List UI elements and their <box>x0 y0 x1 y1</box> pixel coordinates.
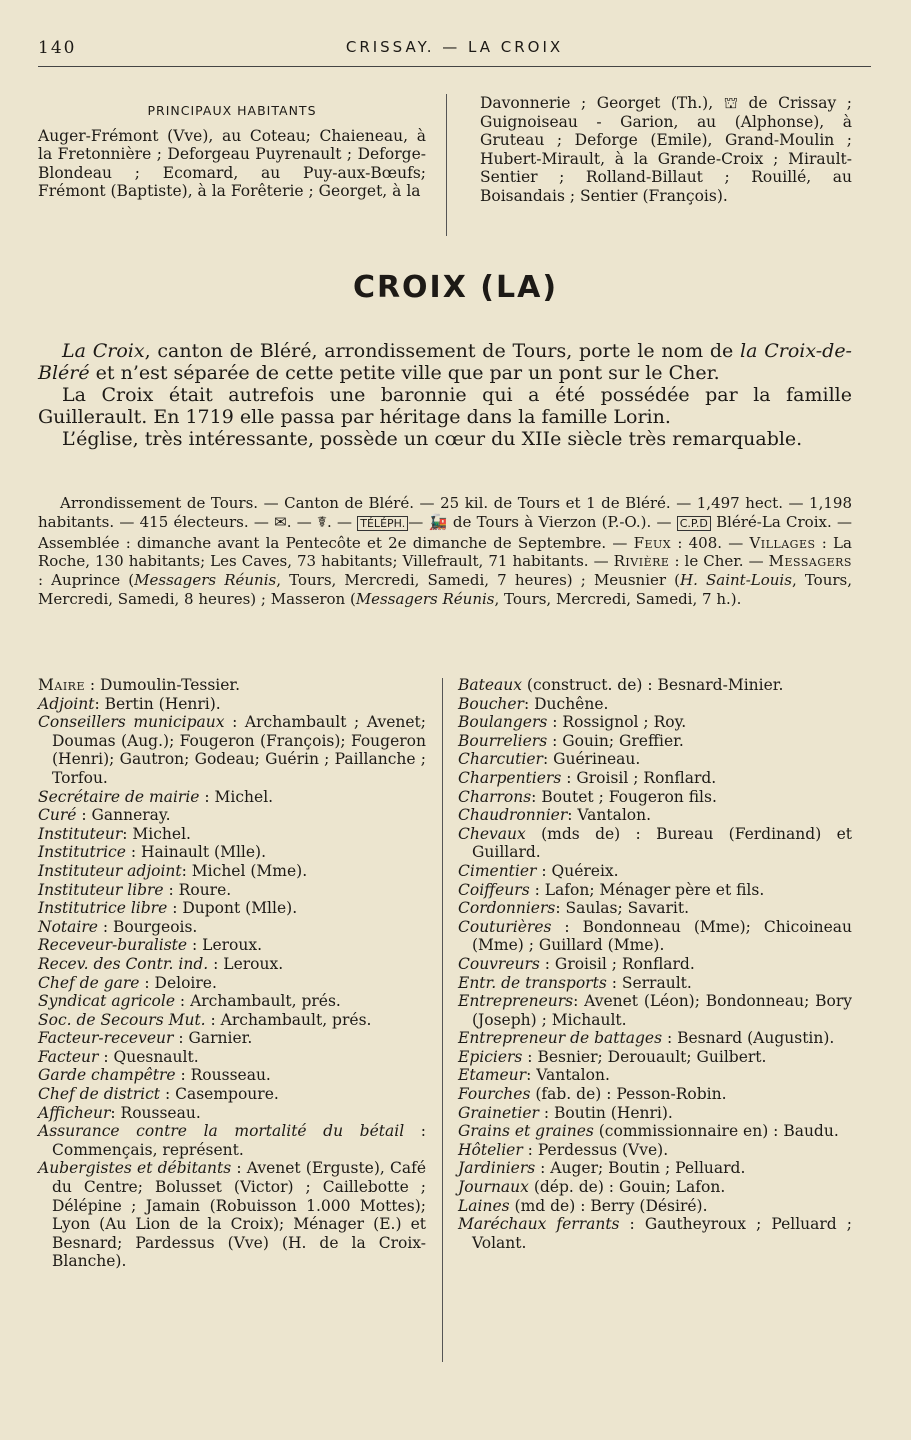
riviere-label: Rivière <box>613 552 670 571</box>
statistics-text <box>38 494 852 609</box>
entry-names: : Avenet (Erguste), Café du Centre; Bolusset (Victor) ; Caillebotte ; Délépine ; Jamain (Robuisson 1.000 Mottes); Lyon (Au Lion de la Croix); Ménager (E.) et Besnard; Pardessus (Vve) (H. de la Croix-Blanche). <box>52 1159 426 1271</box>
entry-label: Bateaux <box>458 676 522 694</box>
entry-names: : Roure. <box>163 880 232 899</box>
entry-names: : Hainault (Mlle). <box>125 843 267 862</box>
entry-label: Boucher <box>458 694 524 713</box>
directory-entry <box>38 843 426 862</box>
entry-names: : Saulas; Savarit. <box>555 899 690 918</box>
entry-names: : Archambault ; Avenet; Doumas (Aug.); Fougeron (François); Fougeron (Henri); Gautron; Godeau; Guérin ; Paillanche ; Torfou. <box>52 713 426 787</box>
directory-entry <box>458 881 852 900</box>
page-number: 140 <box>38 38 77 58</box>
trades-list <box>458 676 852 1252</box>
directory-entry <box>458 1197 852 1216</box>
entry-names: (fab. de) : Pesson-Robin. <box>530 1085 727 1104</box>
entry-names: : Quéreix. <box>536 861 619 880</box>
directory-entry <box>38 881 426 900</box>
entry-label: Chevaux <box>458 824 526 843</box>
directory-entry <box>38 676 426 695</box>
entry-names: : Besnard (Augustin). <box>662 1029 835 1048</box>
entry-label: Charpentiers <box>458 768 562 787</box>
directory-entry <box>458 695 852 714</box>
directory-entry <box>38 788 426 807</box>
directory-entry <box>458 1122 852 1141</box>
intro-paragraph-1 <box>38 340 852 384</box>
directory-entry <box>38 806 426 825</box>
entry-label: Entrepreneurs <box>458 992 574 1011</box>
intro-italic: la Croix-de-Bléré <box>38 340 852 384</box>
entry-names: : Gouin; Greffier. <box>547 731 684 750</box>
entry-label: Facteur-receveur <box>38 1029 174 1048</box>
entry-names: : Besnier; Derouault; Guilbert. <box>522 1047 767 1066</box>
entry-names: (dép. de) : Gouin; Lafon. <box>528 1178 726 1197</box>
directory-entry <box>458 676 852 695</box>
directory-entry <box>458 1178 852 1197</box>
entry-label: Journaux <box>458 1178 529 1197</box>
directory-entry <box>458 1048 852 1067</box>
directory-entry <box>458 769 852 788</box>
entry-names: : Michel (Mme). <box>181 861 308 880</box>
entry-label: Couturières <box>458 917 552 936</box>
entry-names: : Gautheyroux ; Pelluard ; Volant. <box>472 1215 853 1252</box>
directory-entry <box>38 1066 426 1085</box>
directory-entry <box>458 1215 852 1252</box>
villages-label: Villages <box>749 533 816 552</box>
directory-entry <box>38 713 426 787</box>
entry-label: Maire <box>38 676 85 694</box>
directory-entry <box>458 788 852 807</box>
entry-label: Conseillers municipaux <box>38 713 225 732</box>
directory-entry <box>458 806 852 825</box>
statistics-paragraph <box>38 494 852 609</box>
intro-text <box>38 340 852 450</box>
directory-entry <box>458 955 852 974</box>
directory-entry <box>38 1159 426 1271</box>
entry-names: (mds de) : Bureau (Ferdinand) et Guillard. <box>472 824 852 862</box>
page-header <box>38 38 871 62</box>
intro-text-span: et n’est séparée de cette petite ville que par un pont sur le Cher. <box>89 362 720 384</box>
entry-names: : Vantalon. <box>567 806 652 825</box>
stats-span: , Tours, Mercredi, Samedi, 7 heures) ; Meusnier ( <box>276 571 681 590</box>
stats-span: — 🚂 de Tours à Vierzon (P.-O.). — <box>408 512 672 531</box>
entry-label: Assurance contre la mortalité du bétail <box>38 1122 405 1141</box>
entry-label: Chef de district <box>38 1085 161 1104</box>
directory-entry <box>38 1122 426 1159</box>
directory-entry <box>38 1048 426 1067</box>
stats-italic: Messagers Réunis <box>134 571 277 590</box>
stats-span: , Tours, Mercredi, Samedi, 8 heures) ; Masseron ( <box>38 571 852 608</box>
entry-names: : Archambault, prés. <box>205 1010 372 1029</box>
directory-entry <box>38 862 426 881</box>
entry-label: Bourreliers <box>458 731 548 750</box>
entry-names: : Rousseau. <box>175 1066 271 1085</box>
entry-names: : Rossignol ; Roy. <box>547 713 687 732</box>
directory-entry <box>458 1104 852 1123</box>
entry-names: : Serrault. <box>606 973 692 992</box>
running-title: CRISSAY. — LA CROIX <box>345 38 564 56</box>
entry-names: : Ganneray. <box>76 806 171 825</box>
entry-label: Institutrice <box>38 843 126 862</box>
entry-label: Recev. des Contr. ind. <box>38 954 209 973</box>
directory-entry <box>458 713 852 732</box>
entry-names: (md de) : Berry (Désiré). <box>509 1196 708 1215</box>
stats-span: : le Cher. — <box>674 552 764 571</box>
entry-label: Afficheur <box>38 1103 111 1122</box>
entry-label: Secrétaire de mairie <box>38 787 200 806</box>
directory-entry <box>38 1029 426 1048</box>
entry-label: Epiciers <box>458 1047 523 1066</box>
directory-entry <box>38 695 426 714</box>
entry-names: : Rousseau. <box>110 1103 201 1122</box>
entry-names: : Garnier. <box>173 1029 253 1048</box>
entry-names: : Duchêne. <box>523 694 609 713</box>
entry-label: Jardiniers <box>458 1159 536 1178</box>
entry-label: Hôtelier <box>458 1140 523 1159</box>
intro-paragraph-2: La Croix était autrefois une baronnie qui a été possédée par la famille Guillerault. En 1719 elle passa par héritage dans la famille Lorin. <box>38 384 852 428</box>
entry-names: (construct. de) : Besnard-Minier. <box>522 676 784 694</box>
residents-text-left: Auger-Frémont (Vve), au Coteau; Chaieneau, à la Fretonnière ; Deforgeau Puyrenault ; Deforge-Blondeau ; Ecomard, au Puy-aux-Bœufs; Frémont (Baptiste), à la Forêterie ; Georget, à la <box>38 126 426 200</box>
directory-entry <box>38 936 426 955</box>
directory-entry <box>38 918 426 937</box>
entry-names: : Deloire. <box>139 973 217 992</box>
stats-span: , Tours, Mercredi, Samedi, 7 h.). <box>494 589 742 608</box>
entry-label: Entr. de transports <box>458 973 607 992</box>
stats-span: : 408. — <box>677 533 744 552</box>
entry-names: : Dumoulin-Tessier. <box>84 676 241 694</box>
directory-entry <box>458 974 852 993</box>
entry-label: Soc. de Secours Mut. <box>38 1010 206 1029</box>
directory-entry <box>38 955 426 974</box>
principal-residents-heading: PRINCIPAUX HABITANTS <box>147 103 317 118</box>
entry-names: : Avenet (Léon); Bondonneau; Bory (Joseph) ; Michault. <box>472 992 852 1029</box>
directory-entry <box>458 1066 852 1085</box>
directory-entry <box>38 974 426 993</box>
directory-entry <box>38 1011 426 1030</box>
directory-entry <box>38 899 426 918</box>
entry-label: Adjoint <box>38 694 95 713</box>
stats-span: Arrondissement de Tours. — Canton de Bléré. — 25 kil. de Tours et 1 de Bléré. — 1,497 hect. — 1,198 habitants. — 415 électeurs. — ✉. — ☤. — <box>38 494 852 531</box>
entry-label: Grains et graines <box>458 1122 594 1141</box>
directory-entry <box>458 992 852 1029</box>
entry-names: : Groisil ; Ronflard. <box>561 768 717 787</box>
entry-names: (commissionnaire en) : Baudu. <box>593 1122 839 1141</box>
entry-label: Fourches <box>458 1085 531 1104</box>
directory-entry <box>458 1159 852 1178</box>
directory-entry <box>458 1029 852 1048</box>
intro-italic: La Croix <box>62 340 145 362</box>
section-title: CROIX (LA) <box>352 270 559 305</box>
entry-names: : Guérineau. <box>542 750 641 769</box>
entry-names: : Bertin (Henri). <box>94 694 221 713</box>
entry-label: Couvreurs <box>458 954 540 973</box>
entry-label: Notaire <box>38 917 98 936</box>
directory-entry <box>458 899 852 918</box>
entry-names: : Perdessus (Vve). <box>522 1140 669 1159</box>
entry-names: : Dupont (Mlle). <box>167 899 298 918</box>
entry-names: : Boutet ; Fougeron fils. <box>531 787 717 806</box>
directory-entry <box>38 992 426 1011</box>
directory-entry <box>458 732 852 751</box>
entry-names: : Groisil ; Ronflard. <box>539 954 695 973</box>
entry-names: : Casempoure. <box>160 1085 279 1104</box>
entry-names: : Bondonneau (Mme); Chicoineau (Mme) ; Guillard (Mme). <box>472 917 852 955</box>
column-divider-top <box>446 94 447 236</box>
intro-paragraph-3: L’église, très intéressante, possède un cœur du XIIe siècle très remarquable. <box>62 428 803 450</box>
directory-entry <box>38 1104 426 1123</box>
entry-label: Aubergistes et débitants <box>38 1159 232 1178</box>
entry-names: : Archambault, prés. <box>175 992 341 1011</box>
entry-label: Instituteur <box>38 824 123 843</box>
stats-span: : La Roche, 130 habitants; Les Caves, 73 habitants; Villefrault, 71 habitants. — <box>38 533 852 571</box>
directory-entry <box>458 750 852 769</box>
directory-entry <box>458 825 852 862</box>
entry-names: : Michel. <box>122 824 191 843</box>
entry-label: Chaudronnier <box>458 806 568 825</box>
header-rule <box>38 66 871 67</box>
entry-label: Curé <box>38 806 77 825</box>
directory-entry <box>458 918 852 955</box>
messagers-label: Messagers <box>768 552 852 571</box>
stats-span: Bléré-La Croix. — Assemblée : dimanche avant la Pentecôte et 2e dimanche de Septembre. — <box>38 512 852 552</box>
entry-label: Coiffeurs <box>458 880 530 899</box>
entry-label: Boulangers <box>458 713 548 732</box>
stats-span: : Auprince ( <box>38 571 135 590</box>
entry-label: Instituteur adjoint <box>38 861 182 880</box>
entry-label: Charcutier <box>458 750 543 769</box>
telephone-box: TÉLÉPH. <box>357 516 408 531</box>
entry-label: Instituteur libre <box>38 880 164 899</box>
entry-label: Etameur <box>458 1066 527 1085</box>
entry-names: : Vantalon. <box>526 1066 610 1085</box>
intro-text-span: , canton de Bléré, arrondissement de Tours, porte le nom de <box>144 340 741 362</box>
entry-label: Facteur <box>38 1047 99 1066</box>
directory-entry <box>458 1085 852 1104</box>
directory-entry <box>458 862 852 881</box>
entry-label: Maréchaux ferrants <box>458 1215 620 1234</box>
stats-italic: H. Saint-Louis <box>680 571 792 590</box>
directory-entry <box>38 1085 426 1104</box>
entry-names: : Bourgeois. <box>97 917 198 936</box>
entry-label: Cimentier <box>458 861 537 880</box>
residents-text-right: Davonnerie ; Georget (Th.), ⛫ de Crissay ; Guignoiseau - Garion, au (Alphonse), à Gruteau ; Deforge (Emile), Grand-Moulin ; Hubert-Mirault, à la Grande-Croix ; Mirault-Sentier ; Rolland-Billaut ; Rouillé, au Boisandais ; Sentier (François). <box>480 94 852 205</box>
entry-names: : Boutin (Henri). <box>538 1103 673 1122</box>
directory-entry <box>38 825 426 844</box>
entry-names: : Leroux. <box>208 954 284 973</box>
entry-label: Entrepreneur de battages <box>458 1029 663 1048</box>
column-divider-bottom <box>442 678 443 1362</box>
entry-names: : Michel. <box>199 787 274 806</box>
entry-label: Institutrice libre <box>38 899 168 918</box>
entry-names: : Auger; Boutin ; Pelluard. <box>535 1159 746 1178</box>
entry-label: Garde champêtre <box>38 1066 176 1085</box>
entry-names: : Lafon; Ménager père et fils. <box>529 880 765 899</box>
entry-names: : Quesnault. <box>98 1047 199 1066</box>
stats-italic: Messagers Réunis <box>355 589 495 608</box>
previous-section-left <box>38 96 426 201</box>
entry-label: Syndicat agricole <box>38 992 175 1011</box>
entry-names: : Leroux. <box>187 936 263 955</box>
directory-entry <box>458 1141 852 1160</box>
entry-names: : Commençais, représent. <box>52 1122 426 1159</box>
entry-label: Grainetier <box>458 1103 539 1122</box>
entry-label: Cordonniers <box>458 899 556 918</box>
officials-list <box>38 676 426 1271</box>
cpd-box: C.P.D <box>677 516 711 531</box>
feux-label: Feux <box>633 533 672 552</box>
entry-label: Chef de gare <box>38 973 140 992</box>
entry-label: Laines <box>458 1196 510 1215</box>
entry-label: Receveur-buraliste <box>38 936 188 955</box>
entry-label: Charrons <box>458 787 532 806</box>
